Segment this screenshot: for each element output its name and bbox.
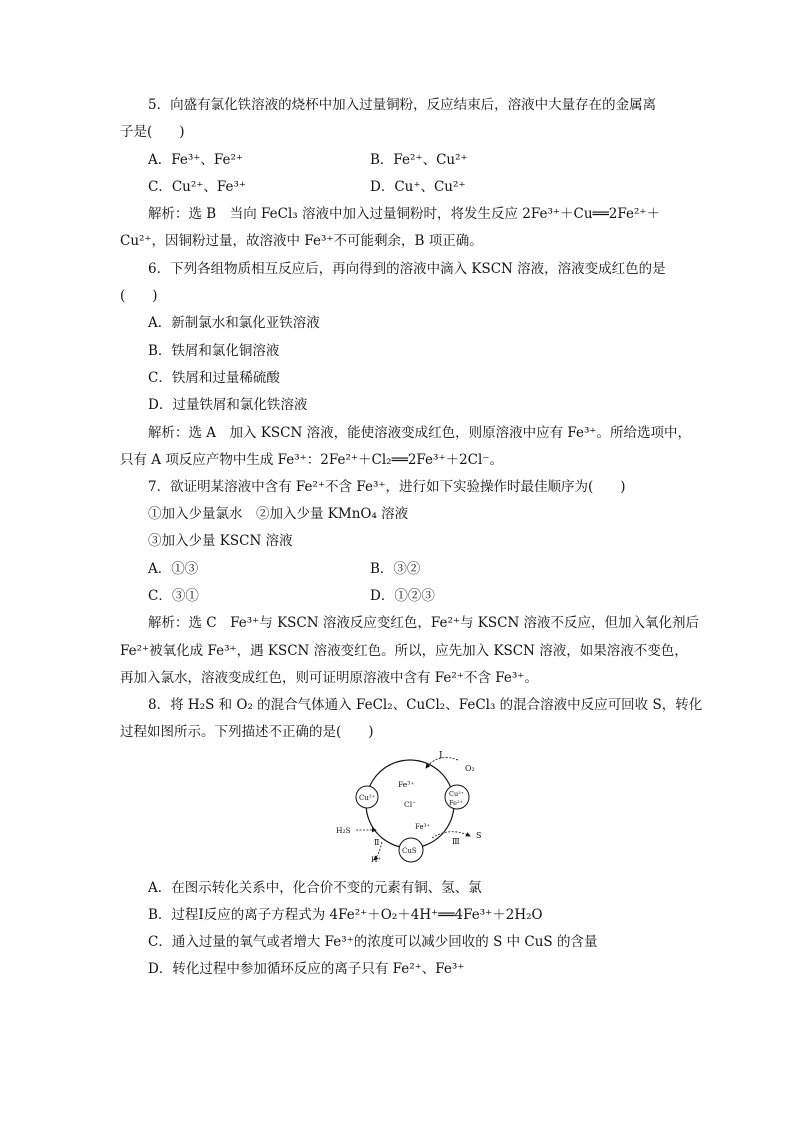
q7-analysis-line1: 解析：选 C Fe³⁺与 KSCN 溶液反应变红色，Fe²⁺与 KSCN 溶液不反应，但加入氧化剂后 <box>148 615 700 631</box>
label-process-ii: Ⅱ <box>374 838 380 847</box>
label-o2: O₂ <box>465 764 475 773</box>
q8-stem-line1: 8．将 H₂S 和 O₂ 的混合气体通入 FeCl₂、CuCl₂、FeCl₃ 的混合溶液中反应可回收 S，转化 <box>148 697 703 713</box>
q5-option-c: C．Cu²⁺、Fe³⁺ <box>148 179 247 195</box>
q5-option-b: B．Fe²⁺、Cu²⁺ <box>370 152 468 168</box>
q7-option-d: D．①②③ <box>370 588 435 604</box>
label-process-iii: Ⅲ <box>452 837 460 846</box>
q7-analysis-line2: Fe²⁺被氧化成 Fe³⁺，遇 KSCN 溶液变红色。所以，应先加入 KSCN 溶液，如果溶液不变色， <box>120 643 688 659</box>
q7-option-b: B．③② <box>370 561 421 577</box>
q8-option-a: A．在图示转化关系中，化合价不变的元素有铜、氢、氯 <box>148 880 482 896</box>
label-process-i: Ⅰ <box>439 751 443 761</box>
q5-option-a: A．Fe³⁺、Fe²⁺ <box>148 152 244 168</box>
label-cu2: Cu²⁺ <box>359 794 376 802</box>
q6-stem-line2: ( ) <box>120 288 158 304</box>
q7-stem-line2: ①加入少量氯水 ②加入少量 KMnO₄ 溶液 <box>148 506 409 522</box>
q6-analysis-line1: 解析：选 A 加入 KSCN 溶液，能使溶液变成红色，则原溶液中应有 Fe³⁺。所给选项中， <box>148 425 692 441</box>
label-h2s: H₂S <box>336 826 351 835</box>
s-arrow <box>432 832 470 838</box>
q7-option-a: A．①③ <box>148 561 199 577</box>
label-fe3-bottom: Fe³⁺ <box>415 823 431 831</box>
q6-option-c: C．铁屑和过量稀硫酸 <box>148 370 280 386</box>
label-h-plus: H⁺ <box>371 855 382 864</box>
q6-option-b: B．铁屑和氯化铜溶液 <box>148 343 280 359</box>
q6-option-d: D．过量铁屑和氯化铁溶液 <box>148 397 308 413</box>
q8-option-d: D．转化过程中参加循环反应的离子只有 Fe²⁺、Fe³⁺ <box>148 961 465 977</box>
q6-analysis-line2: 只有 A 项反应产物中生成 Fe³⁺：2Fe²⁺＋Cl₂══2Fe³⁺＋2Cl⁻。 <box>120 452 503 468</box>
q5-stem-line2: 子是( ) <box>120 124 185 140</box>
label-cu2-right: Cu²⁺ <box>449 790 465 798</box>
label-cl: Cl⁻ <box>404 800 417 809</box>
q7-option-c: C．③① <box>148 588 199 604</box>
label-fe2-right: Fe²⁺ <box>449 799 464 807</box>
q6-option-a: A．新制氯水和氯化亚铁溶液 <box>148 315 320 331</box>
q7-stem-line3: ③加入少量 KSCN 溶液 <box>148 533 293 549</box>
label-fe3-top: Fe³⁺ <box>398 780 415 789</box>
cycle-diagram <box>330 746 490 864</box>
q5-analysis-line1: 解析：选 B 当向 FeCl₃ 溶液中加入过量铜粉时，将发生反应 2Fe³⁺＋Cu══2Fe²⁺＋ <box>148 206 661 222</box>
q5-stem-line1: 5．向盛有氯化铁溶液的烧杯中加入过量铜粉，反应结束后，溶液中大量存在的金属离 <box>148 97 657 113</box>
q8-option-c: C．通入过量的氧气或者增大 Fe³⁺的浓度可以减少回收的 S 中 CuS 的含量 <box>148 934 598 950</box>
q8-stem-line2: 过程如图所示。下列描述不正确的是( ) <box>120 724 374 740</box>
q5-analysis-line2: Cu²⁺，因铜粉过量，故溶液中 Fe³⁺不可能剩余，B 项正确。 <box>120 233 483 249</box>
q7-stem-line1: 7．欲证明某溶液中含有 Fe²⁺不含 Fe³⁺，进行如下实验操作时最佳顺序为( ) <box>148 479 626 495</box>
label-s: S <box>476 831 482 840</box>
q6-stem-line1: 6．下列各组物质相互反应后，再向得到的溶液中滴入 KSCN 溶液，溶液变成红色的是 <box>148 261 666 277</box>
label-cus: CuS <box>402 847 417 855</box>
q7-analysis-line3: 再加入氯水，溶液变成红色，则可证明原溶液中含有 Fe²⁺不含 Fe³⁺。 <box>120 670 538 686</box>
q8-option-b: B．过程Ⅰ反应的离子方程式为 4Fe²⁺＋O₂＋4H⁺══4Fe³⁺＋2H₂O <box>148 907 543 923</box>
q5-option-d: D．Cu⁺、Cu²⁺ <box>370 179 466 195</box>
